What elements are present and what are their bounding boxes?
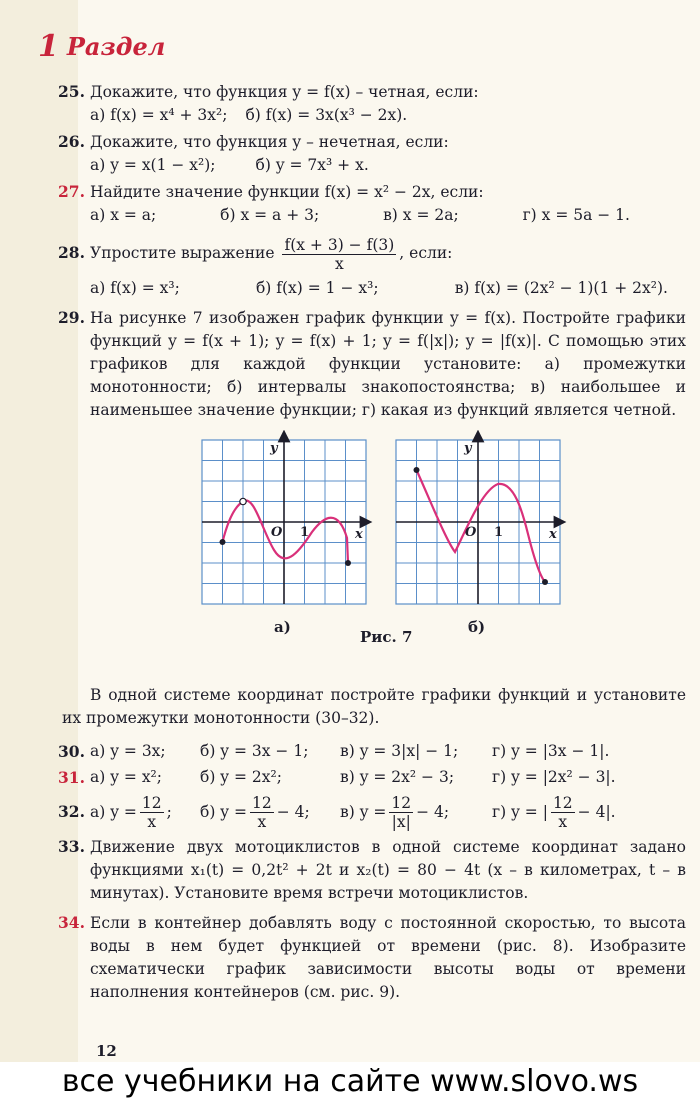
problem-25 (58, 80, 686, 127)
fraction-numerator: 12 (552, 793, 573, 812)
problem-item: в) x = 2a; (383, 206, 459, 224)
graph-a-origin-label: O (271, 525, 283, 540)
graph-a-open-point (240, 498, 246, 504)
graph-b-y-label: y (464, 441, 472, 456)
figure-7 (90, 430, 686, 680)
graph-b-caption: б) (468, 618, 486, 636)
problem-33 (58, 835, 686, 905)
item-prefix: в) y = (340, 803, 387, 821)
item-fraction (389, 794, 413, 831)
problem-26 (58, 130, 686, 177)
problem-32 (58, 792, 686, 832)
problem-text: На рисунке 7 изображен график функции y = f(x). Постройте графики функций y = f(x + 1); y = f(x) + 1; y = f(|x|); y = |f(x)|. С помощью этих графиков для каждой функции установите: а) промежутки монотонности; б) интервалы знакопостоянства; в) наибольшее и наименьшее значение функции; г) какая из функций является четной. (90, 309, 686, 419)
graph-b-endpoint-right (542, 579, 548, 585)
graph-a-caption: а) (274, 618, 291, 636)
problem-item: а) x = a; (90, 206, 157, 224)
problem-item: б) y = 2x²; (200, 768, 282, 786)
problem-text: Упростите выражение (90, 244, 275, 262)
problem-item: г) y = |3x − 1|. (492, 742, 610, 760)
item-fraction (250, 794, 274, 831)
item-suffix: − 4|. (577, 803, 616, 821)
fraction-denominator: x (558, 812, 568, 831)
page-number: 12 (96, 1042, 117, 1060)
problem-item: б) f(x) = 3x(x³ − 2x). (245, 106, 408, 124)
section-title: Раздел (66, 31, 166, 61)
problem-item: б) x = a + 3; (220, 206, 320, 224)
problem-number: 28. (58, 243, 85, 262)
problem-number: 26. (58, 132, 85, 151)
item-suffix: ; (166, 803, 172, 821)
fraction-numerator: 12 (141, 793, 162, 812)
fraction-numerator: 12 (391, 793, 412, 812)
problem-item: в) y = 2x² − 3; (340, 768, 455, 786)
graph-a-x-label: x (355, 527, 363, 542)
problem-text: Движение двух мотоциклистов в одной системе координат задано функциями x₁(t) = 0,2t² + 2t и x₂(t) = 80 − 4t (x – в километрах, t – в минутах). Установите время встречи мотоциклистов. (90, 838, 686, 902)
item-prefix: г) y = (492, 803, 538, 821)
problem-item-a (90, 792, 200, 832)
graph-a (202, 436, 366, 604)
problem-31 (58, 766, 686, 789)
problem-item: г) x = 5a − 1. (522, 206, 630, 224)
figure-caption: Рис. 7 (360, 628, 413, 646)
item-fraction (140, 794, 164, 831)
problem-item: а) y = 3x; (90, 742, 166, 760)
section-number: 1 (38, 28, 59, 64)
graph-b-origin-label: O (465, 525, 477, 540)
instruction-note: В одной системе координат постройте графики функций и установите их промежутки монотонности (30–32). (62, 686, 686, 727)
fraction-numerator: 12 (251, 793, 272, 812)
problem-text: Докажите, что функция y – нечетная, если: (90, 133, 449, 151)
problem-item: г) y = |2x² − 3|. (492, 768, 616, 786)
problem-item-d: г) y = | $\frac{12}{x}$ − 4|. (492, 793, 616, 831)
fraction-denominator: x (335, 254, 344, 273)
problem-item: б) f(x) = 1 − x³; (255, 279, 379, 297)
problem-item: а) f(x) = x⁴ + 3x²; (90, 106, 228, 124)
item-prefix: а) y = (90, 803, 137, 821)
problem-number: 25. (58, 82, 85, 101)
problems-content (58, 80, 686, 1007)
problem-item: в) f(x) = (2x² − 1)(1 + 2x²). (454, 279, 668, 297)
problem-text: , если: (399, 244, 453, 262)
problem-28 (58, 233, 686, 300)
graph-a-endpoint-left (220, 539, 226, 545)
item-prefix: б) y = (200, 803, 247, 821)
graph-b (396, 436, 560, 604)
graph-a-y-label: y (270, 441, 278, 456)
footer-banner: все учебники на сайте www.slovo.ws (0, 1062, 700, 1101)
problem-number: 30. (58, 742, 85, 761)
problem-item: а) y = x(1 − x²); (90, 156, 216, 174)
graph-b-unit-label: 1 (494, 525, 504, 540)
fraction-numerator: f(x + 3) − f(3) (284, 235, 395, 254)
problem-29 (58, 306, 686, 422)
problem-number: 34. (58, 913, 85, 932)
problem-number: 31. (58, 768, 85, 787)
problem-item-c (340, 792, 492, 832)
fraction-denominator: x (147, 812, 157, 831)
graph-a-endpoint-right (345, 560, 351, 566)
problem-item: а) y = x²; (90, 768, 162, 786)
graph-a-unit-label: 1 (300, 525, 310, 540)
problem-number: 29. (58, 308, 85, 327)
problem-item: б) y = 7x³ + x. (255, 156, 369, 174)
fraction-denominator: x (257, 812, 267, 831)
graph-b-x-label: x (549, 527, 557, 542)
fraction-denominator: |x| (391, 812, 411, 831)
graph-b-endpoint-left (414, 467, 420, 473)
problem-text: Найдите значение функции f(x) = x² − 2x, если: (90, 183, 484, 201)
problem-27 (58, 180, 686, 227)
problem-number: 33. (58, 837, 85, 856)
problem-item: в) y = 3|x| − 1; (340, 742, 459, 760)
problem-34 (58, 911, 686, 1004)
problem-item: а) f(x) = x³; (90, 279, 180, 297)
section-header (38, 26, 165, 66)
page-margin-band (0, 0, 78, 1062)
problem-number: 32. (58, 802, 85, 821)
item-suffix: − 4; (416, 803, 450, 821)
expression-fraction (282, 236, 396, 273)
problem-text: Если в контейнер добавлять воду с постоянной скоростью, то высота воды в нем будет функцией от времени (рис. 8). Изобразите схематически график зависимости высоты воды от времени наполнения контейнеров (см. рис. 9). (90, 914, 686, 1001)
problem-item-b (200, 792, 340, 832)
problem-number: 27. (58, 182, 85, 201)
problem-item: б) y = 3x − 1; (200, 742, 309, 760)
item-suffix: − 4; (276, 803, 310, 821)
problem-text: Докажите, что функция y = f(x) – четная, если: (90, 83, 479, 101)
problem-30 (58, 740, 686, 763)
item-fraction (551, 794, 575, 831)
